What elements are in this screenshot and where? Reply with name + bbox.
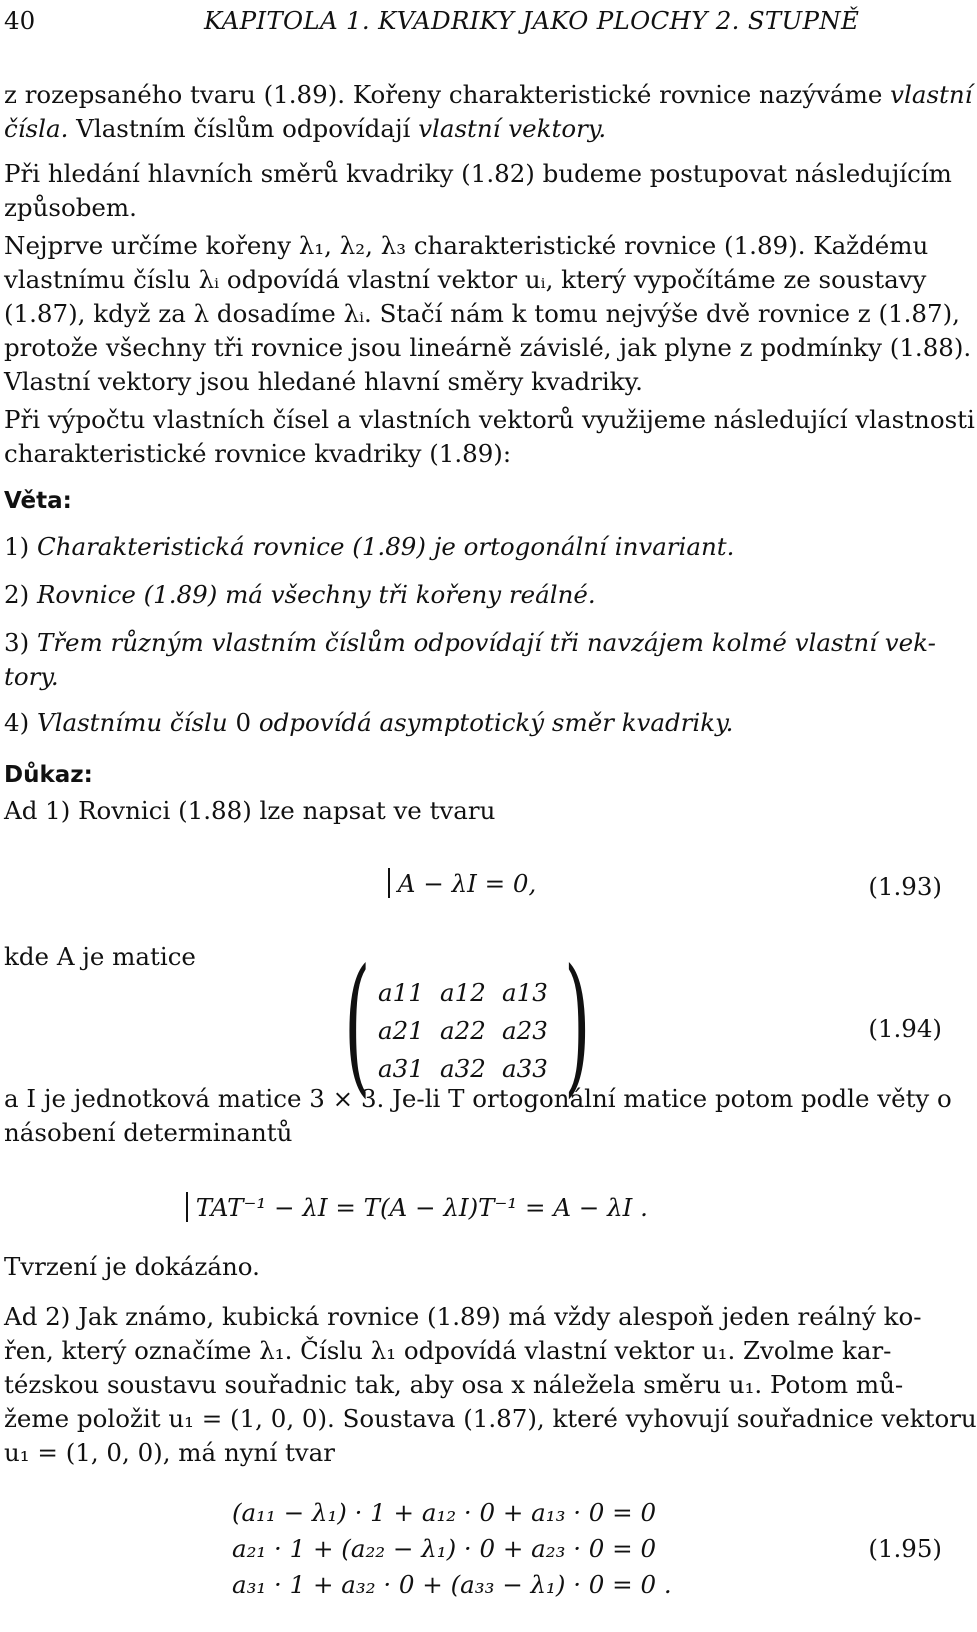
theorem-item-3 — [4, 626, 936, 660]
item-text: Třem různým vlastním číslům odpovídají tři navzájem kolmé vlastní vek- — [36, 628, 936, 657]
text-line: násobení determinantů — [4, 1118, 293, 1147]
proof-heading: Důkaz: — [4, 762, 93, 788]
determinant-bar — [388, 868, 390, 898]
item-text: odpovídá asymptotický směr kvadriky. — [258, 708, 734, 737]
page-number: 40 — [4, 6, 36, 35]
text-line: Vlastní vektory jsou hledané hlavní směry kvadriky. — [4, 367, 643, 396]
item-number: 1) — [4, 532, 30, 561]
text-line: protože všechny tři rovnice jsou lineárně závislé, jak plyne z podmínky (1.88). — [4, 333, 972, 362]
item-number: 2) — [4, 580, 30, 609]
text-line: tézskou soustavu souřadnic tak, aby osa x náležela směru u₁. Potom mů- — [4, 1370, 904, 1399]
item-text: Rovnice (1.89) má všechny tři kořeny reálné. — [36, 580, 596, 609]
matrix-cell: a12 — [440, 978, 486, 1007]
text-line: řen, který označíme λ₁. Číslu λ₁ odpovídá vlastní vektor u₁. Zvolme kar- — [4, 1336, 892, 1365]
theorem-item-2 — [4, 578, 596, 612]
text-line: Při výpočtu vlastních čísel a vlastních vektorů využijeme následující vlastnosti — [4, 405, 975, 434]
theorem-heading: Věta: — [4, 488, 72, 514]
text-line: kde A je matice — [4, 942, 196, 971]
text-line: u₁ = (1, 0, 0), má nyní tvar — [4, 1438, 335, 1467]
item-text: 0 — [235, 708, 252, 737]
text-line: Při hledání hlavních směrů kvadriky (1.82) budeme postupovat následujícím — [4, 159, 952, 188]
text-line: Ad 1) Rovnici (1.88) lze napsat ve tvaru — [4, 796, 496, 825]
italic-term: čísla. — [4, 114, 69, 143]
text-line: způsobem. — [4, 193, 137, 222]
matrix-cell: a13 — [502, 978, 548, 1007]
matrix-cell: a21 — [378, 1016, 424, 1045]
item-number: 4) — [4, 708, 30, 737]
text-span: Vlastním číslům odpovídají — [76, 114, 411, 143]
running-header — [4, 2, 954, 42]
system-row-2: a₂₁ · 1 + (a₂₂ − λ₁) · 0 + a₂₃ · 0 = 0 — [232, 1534, 657, 1563]
theorem-item-4 — [4, 706, 733, 740]
text-line — [4, 78, 973, 112]
right-paren: ) — [564, 938, 591, 1112]
text-line: tory. — [4, 662, 59, 691]
text-line: Nejprve určíme kořeny λ₁, λ₂, λ₃ charakteristické rovnice (1.89). Každému — [4, 231, 929, 260]
italic-term: vlastní vektory. — [418, 114, 607, 143]
item-number: 3) — [4, 628, 30, 657]
text-line: žeme položit u₁ = (1, 0, 0). Soustava (1.87), které vyhovují souřadnice vektoru — [4, 1404, 977, 1433]
item-text: Vlastnímu číslu — [36, 708, 228, 737]
determinant-bar — [186, 1192, 188, 1222]
matrix-cell: a11 — [378, 978, 424, 1007]
matrix-cell: a31 — [378, 1054, 424, 1083]
text-line: (1.87), když za λ dosadíme λᵢ. Stačí nám k tomu nejvýše dvě rovnice z (1.87), — [4, 299, 960, 328]
system-row-3: a₃₁ · 1 + a₃₂ · 0 + (a₃₃ − λ₁) · 0 = 0 . — [232, 1570, 672, 1599]
text-line: vlastnímu číslu λᵢ odpovídá vlastní vektor uᵢ, který vypočítáme ze soustavy — [4, 265, 927, 294]
equation-193 — [388, 868, 536, 898]
matrix-cell: a22 — [440, 1016, 486, 1045]
text-line: charakteristické rovnice kvadriky (1.89): — [4, 439, 512, 468]
text-line: Tvrzení je dokázáno. — [4, 1252, 260, 1281]
running-title: KAPITOLA 1. KVADRIKY JAKO PLOCHY 2. STUPNĚ — [204, 6, 860, 35]
system-row-1: (a₁₁ − λ₁) · 1 + a₁₂ · 0 + a₁₃ · 0 = 0 — [232, 1498, 657, 1527]
equation-number: (1.95) — [868, 1534, 942, 1563]
text-span: z rozepsaného tvaru (1.89). Kořeny charakteristické rovnice nazýváme — [4, 80, 883, 109]
text-line: a I je jednotková matice 3 × 3. Je-li T ortogonální matice potom podle věty o — [4, 1084, 952, 1113]
theorem-item-1 — [4, 530, 734, 564]
text-line — [4, 112, 606, 146]
equation-text: TAT⁻¹ − λI = T(A − λI)T⁻¹ = A − λI . — [195, 1193, 648, 1222]
equation-text: A − λI = 0, — [397, 869, 537, 898]
equation-number: (1.94) — [868, 1014, 942, 1043]
matrix-cell: a23 — [502, 1016, 548, 1045]
matrix-cell: a33 — [502, 1054, 548, 1083]
equation-det-invariance — [186, 1192, 648, 1222]
italic-term: vlastní — [890, 80, 973, 109]
equation-number: (1.93) — [868, 872, 942, 901]
left-paren: ( — [344, 938, 371, 1112]
item-text: Charakteristická rovnice (1.89) je ortogonální invariant. — [36, 532, 735, 561]
matrix-cell: a32 — [440, 1054, 486, 1083]
text-line: Ad 2) Jak známo, kubická rovnice (1.89) má vždy alespoň jeden reálný ko- — [4, 1302, 922, 1331]
